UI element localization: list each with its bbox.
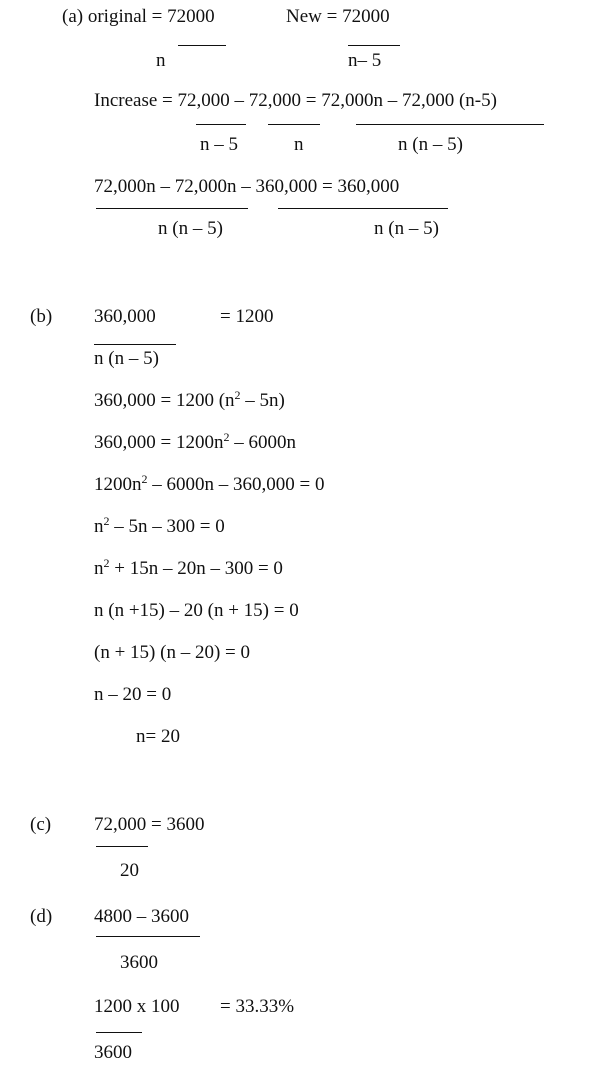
fraction-bar: [96, 1032, 142, 1033]
part-c-numerator: 72,000 = 3600: [94, 814, 205, 835]
part-a-increase-denominator-3: n (n – 5): [398, 134, 463, 155]
part-a-original: (a) original = 72000: [62, 6, 215, 27]
part-b-step-9: n= 20: [136, 726, 180, 747]
fraction-bar: [96, 936, 200, 937]
part-a-simplify-denominator-1: n (n – 5): [158, 218, 223, 239]
part-b-step-6: n (n +15) – 20 (n + 15) = 0: [94, 600, 299, 621]
part-b-numerator: 360,000: [94, 306, 156, 327]
part-b-label: (b): [30, 306, 53, 327]
part-b-step-8: n – 20 = 0: [94, 684, 172, 705]
fraction-bar: [96, 208, 248, 209]
fraction-bar: [356, 124, 544, 125]
part-b-step-4: $n^2 - 5n - 300 = 0$: [94, 514, 225, 537]
part-b-step-2: $360,000 = 1200n^2 - 6000n$: [94, 430, 296, 453]
part-b-step-1: 360,000 = 1200 $(n^2 - 5n)$: [94, 388, 285, 411]
fraction-bar: [96, 846, 148, 847]
part-d-denominator-1: 3600: [120, 952, 158, 973]
part-b-step-3: $1200n^2 - 6000n - 360,000 = 0$: [94, 472, 325, 495]
part-b-step-5: $n^2 + 15n - 20n - 300 = 0$: [94, 556, 283, 579]
part-a-increase-denominator-2: n: [294, 134, 304, 155]
fraction-bar: [196, 124, 246, 125]
part-a-increase: Increase = 72,000 – 72,000 = 72,000n – 72,000 (n-5): [94, 90, 497, 111]
part-d-numerator-1: 4800 – 3600: [94, 906, 189, 927]
part-a-denominator-left: n: [156, 50, 166, 71]
part-a-simplify-denominator-2: n (n – 5): [374, 218, 439, 239]
part-a-new: New = 72000: [286, 6, 390, 27]
part-c-label: (c): [30, 814, 52, 835]
fraction-bar: [94, 344, 176, 345]
fraction-bar: [178, 45, 226, 46]
part-b-step-7: (n + 15) (n – 20) = 0: [94, 642, 250, 663]
fraction-bar: [278, 208, 448, 209]
part-d-denominator-2: 3600: [94, 1042, 132, 1063]
part-a-simplify: 72,000n – 72,000n – 360,000 = 360,000: [94, 176, 400, 197]
part-b-right: = 1200: [220, 306, 274, 327]
part-d-result: = 33.33%: [220, 996, 295, 1017]
part-c-denominator: 20: [120, 860, 139, 881]
part-a-denominator-right: n– 5: [348, 50, 382, 71]
part-b-denominator: n (n – 5): [94, 348, 159, 369]
part-d-label: (d): [30, 906, 53, 927]
part-a-increase-denominator-1: n – 5: [200, 134, 238, 155]
part-d-numerator-2: 1200 x 100: [94, 996, 180, 1017]
fraction-bar: [268, 124, 320, 125]
fraction-bar: [348, 45, 400, 46]
